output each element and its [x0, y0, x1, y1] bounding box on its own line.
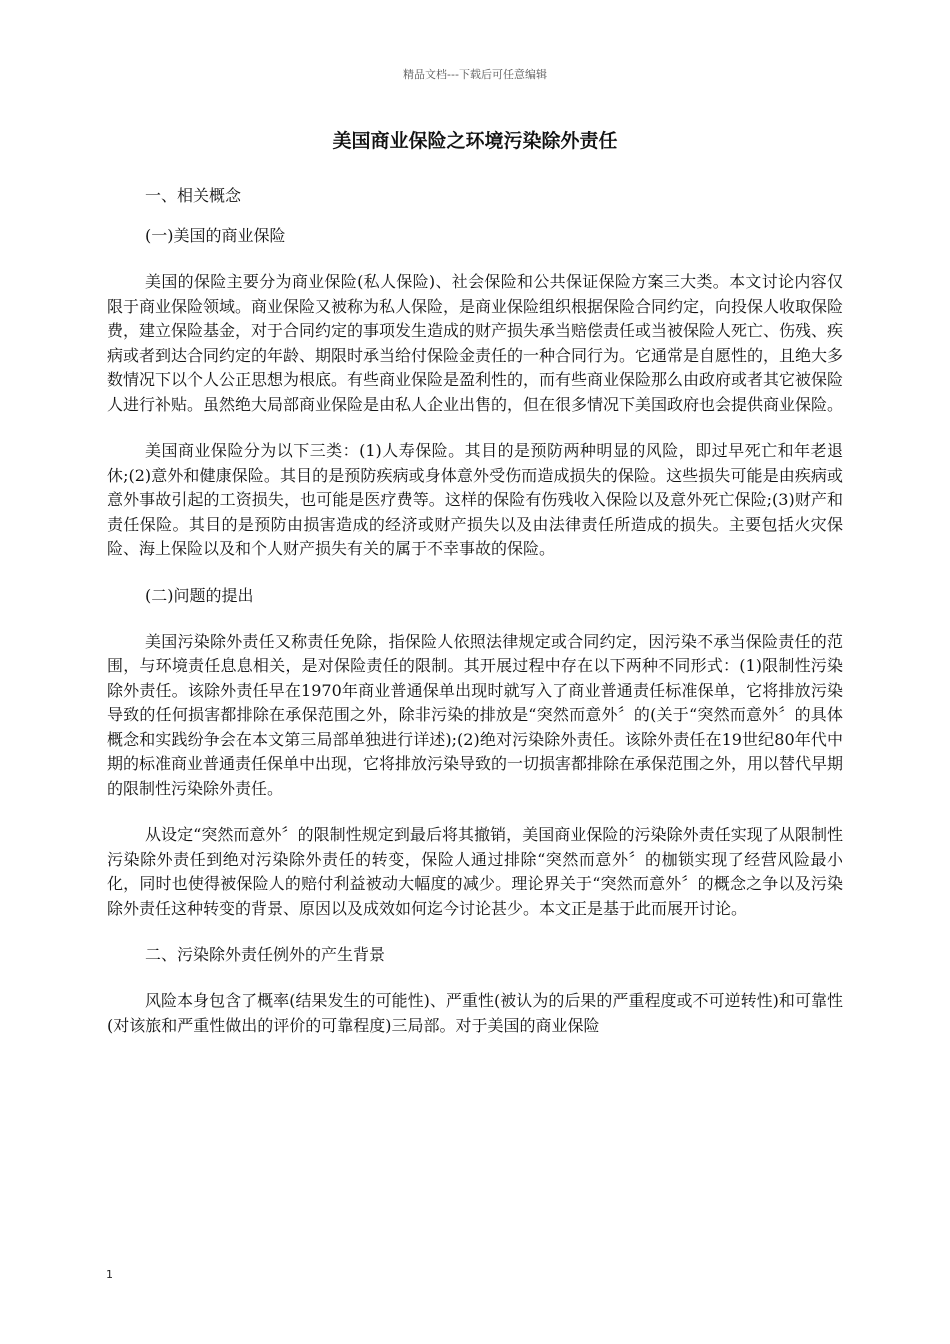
page-number: 1 — [106, 1268, 113, 1281]
paragraph-4: 从设定“突然而意外〞的限制性规定到最后将其撤销，美国商业保险的污染除外责任实现了从限制性污染除外责任到绝对污染除外责任的转变，保险人通过排除“突然而意外〞的枷锁实现了经营风险最小化，同时也使得被保险人的赔付利益被动大幅度的减少。理论界关于“突然而意外〞的概念之争以及污染除外责任这种转变的背景、原因以及成效如何迄今讨论甚少。本文正是基于此而展开讨论。 — [107, 825, 843, 918]
paragraph-2: 美国商业保险分为以下三类：(1)人寿保险。其目的是预防两种明显的风险，即过早死亡和年老退休;(2)意外和健康保险。其目的是预防疾病或身体意外受伤而造成损失的保险。这些损失可能是由疾病或意外事故引起的工资损失，也可能是医疗费等。这样的保险有伤残收入保险以及意外死亡保险;(3)财产和责任保险。其目的是预防由损害造成的经济或财产损失以及由法律责任所造成的损失。主要包括火灾保险、海上保险以及和个人财产损失有关的属于不幸事故的保险。 — [107, 441, 843, 558]
subsection-heading-1-2: (二)问题的提出 — [145, 585, 254, 605]
paragraph-3: 美国污染除外责任又称责任免除，指保险人依照法律规定或合同约定，因污染不承当保险责任的范围，与环境责任息息相关，是对保险责任的限制。其开展过程中存在以下两种不同形式：(1)限制性污染除外责任。该除外责任早在1970年商业普通保单出现时就写入了商业普通责任标准保单，它将排放污染导致的任何损害都排除在承保范围之外，除非污染的排放是“突然而意外〞的(关于“突然而意外〞的具体概念和实践纷争会在本文第三局部单独进行详述);(2)绝对污染除外责任。该除外责任在19世纪80年代中期的标准商业普通责任保单中出现，它将排放污染导致的一切损害都排除在承保范围之外，用以替代早期的限制性污染除外责任。 — [107, 631, 844, 798]
section-heading-2: 二、污染除外责任例外的产生背景 — [145, 945, 386, 964]
page-header: 精品文档---下载后可任意编辑 — [403, 68, 547, 81]
section-heading-1: 一、相关概念 — [145, 186, 242, 205]
document-body — [107, 184, 843, 1038]
subsection-heading-1-1: (一)美国的商业保险 — [145, 226, 286, 245]
document-title: 美国商业保险之环境污染除外责任 — [332, 130, 618, 152]
paragraph-1: 美国的保险主要分为商业保险(私人保险)、社会保险和公共保证保险方案三大类。本文讨论内容仅限于商业保险领域。商业保险又被称为私人保险，是商业保险组织根据保险合同约定，向投保人收取保险费，建立保险基金，对于合同约定的事项发生造成的财产损失承当赔偿责任或当被保险人死亡、伤残、疾病或者到达合同约定的年龄、期限时承当给付保险金责任的一种合同行为。它通常是自愿性的，且绝大多数情况下以个人公正思想为根底。有些商业保险是盈利性的，而有些商业保险那么由政府或者其它被保险人进行补贴。虽然绝大局部商业保险是由私人企业出售的，但在很多情况下美国政府也会提供商业保险。 — [107, 272, 844, 414]
paragraph-5: 风险本身包含了概率(结果发生的可能性)、严重性(被认为的后果的严重程度或不可逆转性)和可靠性(对该旅和严重性做出的评价的可靠程度)三局部。对于美国的商业保险 — [107, 991, 843, 1035]
